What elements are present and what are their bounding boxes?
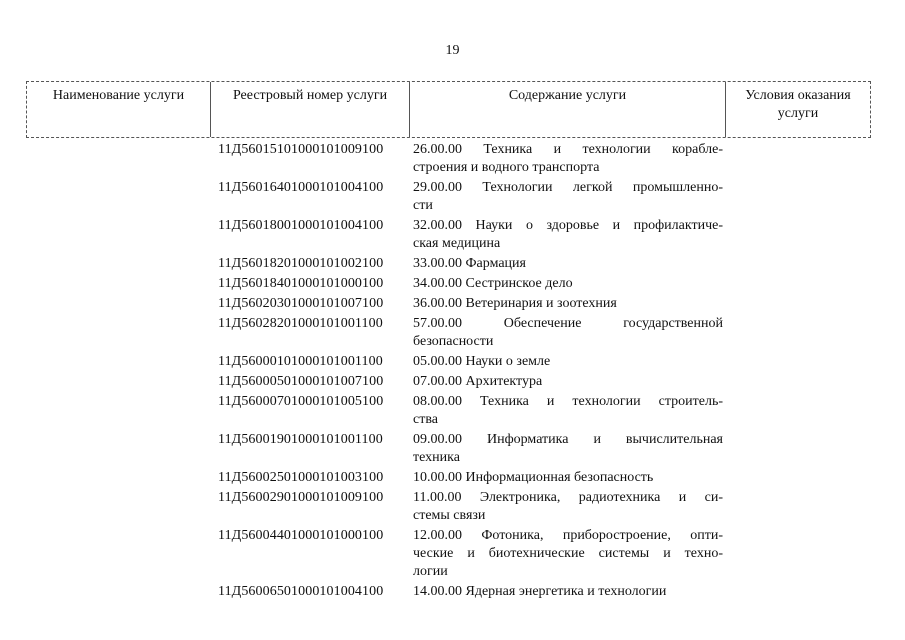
service-content-line: 36.00.00 Ветеринария и зоотехния: [413, 296, 617, 311]
service-content: [413, 141, 723, 177]
service-content-line: ская медицина: [413, 236, 501, 251]
service-content: [413, 255, 723, 273]
service-content-line: 05.00.00 Науки о земле: [413, 354, 551, 369]
service-content-line: 26.00.00 Техника и технологии корабле-: [413, 142, 723, 157]
service-content: [413, 469, 723, 487]
registry-number: 11Д56002501000101003100: [218, 470, 384, 485]
table-row: [0, 527, 905, 581]
registry-number: 11Д56000501000101007100: [218, 374, 384, 389]
header-service-conditions: Условия оказания услуги: [745, 88, 851, 121]
header-service-name: Наименование услуги: [27, 82, 211, 137]
service-content-line: 08.00.00 Техника и технологии строитель-: [413, 394, 723, 409]
registry-number: 11Д56001901000101001100: [218, 432, 383, 447]
service-content-line: 09.00.00 Информатика и вычислительная: [413, 432, 723, 447]
service-content: [413, 373, 723, 391]
table-row: [0, 315, 905, 351]
service-content-line: логии: [413, 564, 448, 579]
service-content: [413, 393, 723, 429]
service-content: [413, 179, 723, 215]
table-row: [0, 255, 905, 273]
service-content: [413, 295, 723, 313]
service-content-line: ческие и биотехнические системы и техно-: [413, 546, 723, 561]
table-row: [0, 373, 905, 391]
service-content-line: 14.00.00 Ядерная энергетика и технологии: [413, 584, 667, 599]
service-content-line: 34.00.00 Сестринское дело: [413, 276, 573, 291]
table-row: [0, 393, 905, 429]
service-content: [413, 315, 723, 351]
registry-number: 11Д56020301000101007100: [218, 296, 384, 311]
registry-number: 11Д56002901000101009100: [218, 490, 384, 505]
table-row: [0, 489, 905, 525]
table-body: [0, 141, 905, 603]
service-content: [413, 527, 723, 581]
service-content-line: 11.00.00 Электроника, радиотехника и си-: [413, 490, 723, 505]
service-content-line: 57.00.00 Обеспечение государственной: [413, 316, 723, 331]
service-content-line: техника: [413, 450, 460, 465]
registry-number: 11Д56018401000101000100: [218, 276, 384, 291]
registry-number: 11Д56016401000101004100: [218, 180, 384, 195]
service-content-line: ства: [413, 412, 438, 427]
service-content-line: безопасности: [413, 334, 494, 349]
registry-number: 11Д56004401000101000100: [218, 528, 384, 543]
page-number: 19: [445, 43, 460, 58]
registry-number: 11Д56000101000101001100: [218, 354, 383, 369]
table-row: [0, 583, 905, 601]
service-content-line: 12.00.00 Фотоника, приборостроение, опти-: [413, 528, 723, 543]
service-content: [413, 217, 723, 253]
registry-number: 11Д56015101000101009100: [218, 142, 384, 157]
service-content-line: 29.00.00 Технологии легкой промышленно-: [413, 180, 723, 195]
table-row: [0, 431, 905, 467]
table-row: [0, 141, 905, 177]
service-content-line: 10.00.00 Информационная безопасность: [413, 470, 654, 485]
table-row: [0, 353, 905, 371]
service-content-line: 07.00.00 Архитектура: [413, 374, 543, 389]
service-content-line: 32.00.00 Науки о здоровье и профилактиче-: [413, 218, 723, 233]
registry-number: 11Д56028201000101001100: [218, 316, 383, 331]
table-row: [0, 469, 905, 487]
table-row: [0, 217, 905, 253]
registry-number: 11Д56006501000101004100: [218, 584, 384, 599]
table-header: [26, 81, 871, 138]
service-content-line: сти: [413, 198, 433, 213]
registry-number: 11Д56018001000101004100: [218, 218, 384, 233]
header-registry-number: Реестровый номер услуги: [211, 82, 410, 137]
service-content: [413, 583, 723, 601]
service-content-line: строения и водного транспорта: [413, 160, 600, 175]
service-content: [413, 489, 723, 525]
service-content: [413, 353, 723, 371]
header-service-content: Содержание услуги: [410, 82, 726, 137]
service-content-line: стемы связи: [413, 508, 486, 523]
service-content-line: 33.00.00 Фармация: [413, 256, 526, 271]
service-content: [413, 431, 723, 467]
registry-number: 11Д56018201000101002100: [218, 256, 384, 271]
table-row: [0, 275, 905, 293]
table-row: [0, 179, 905, 215]
registry-number: 11Д56000701000101005100: [218, 394, 384, 409]
service-content: [413, 275, 723, 293]
table-row: [0, 295, 905, 313]
